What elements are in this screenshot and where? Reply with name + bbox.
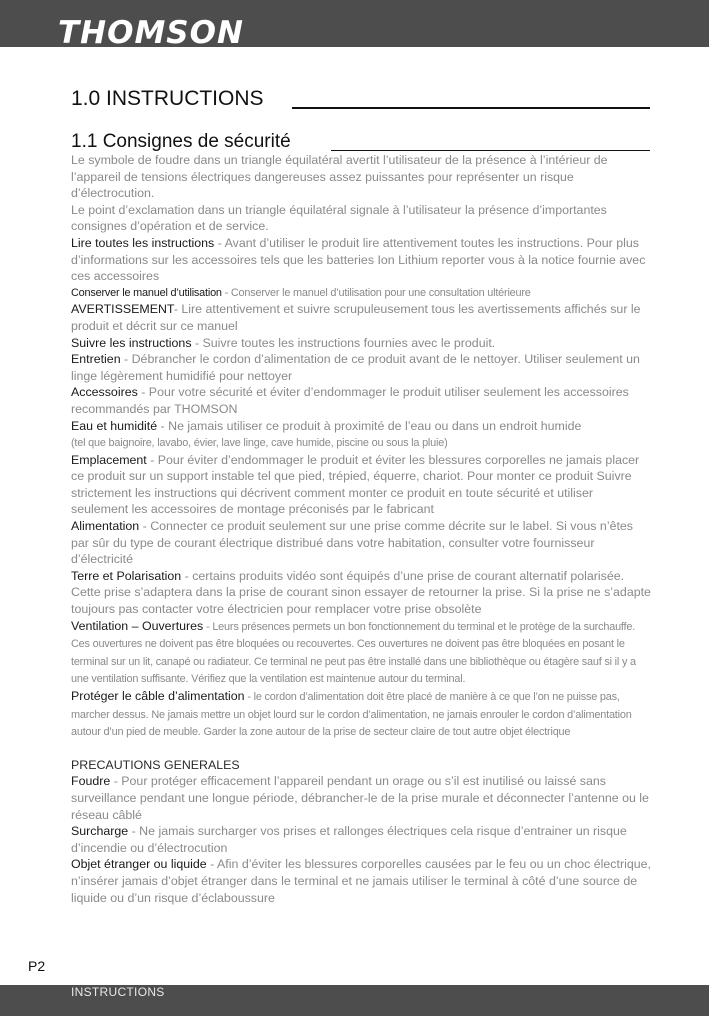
intro-paragraph: Le point d’exclamation dans un triangle équilatéral signale à l’utilisateur la présence d’importantes consignes d’opération et de service. (71, 202, 607, 234)
item-note: (tel que baignoire, lavabo, évier, lave linge, cave humide, piscine ou sous la pluie) (71, 437, 448, 450)
instruction-item (71, 351, 653, 384)
item-text: - Leurs présences permets un bon fonctionnement du terminal et le protège de la surchauffe. Ces ouvertures ne doivent pas être bloquées ou recouvertes. Ces ouvertures ne doivent pas être bloquées en posant le terminal sur un lit, canapé ou radiateur. Ce terminal ne peut pas être installé dans une bibliothèque ou étagère sauf si il y a une ventilation suffisante. Vérifiez que la ventilation est maintenue autour du terminal. (71, 620, 636, 686)
item-term: Objet étranger ou liquide (71, 857, 207, 872)
item-term: Surcharge (71, 824, 129, 839)
item-text: - certains produits vidéo sont équipés d’une prise de courant alternatif polarisée. Cette prise s’adaptera dans la prise de courant sinon essayer de retourner la prise. Si la prise ne s’adapte toujours pas contacter votre électricien pour remplacer votre prise obsolète (71, 568, 651, 617)
item-text: - le cordon d’alimentation doit être placé de manière à ce que l’on ne puisse pas, marcher dessus. Ne jamais mettre un objet lourd sur le cordon d’alimentation, ne jamais enrouler le cordon d’alimentation autour d’un pied de meuble. Garder la zone autour de la prise de secteur claire de tout autre objet électrique (71, 691, 632, 739)
header-bar (0, 0, 709, 51)
title-rule (292, 107, 650, 109)
item-term: Emplacement (71, 452, 147, 467)
item-text: - Afin d’éviter les blessures corporelles causées par le feu ou un choc électrique, n’insérer jamais d’objet étranger dans le terminal et ne jamais utiliser le terminal à côté d’une source de liquide ou d’un risque d’éclaboussure (71, 857, 651, 905)
instruction-item (71, 301, 653, 334)
page-number: P2 (28, 958, 46, 974)
item-term: Terre et Polarisation (71, 568, 182, 583)
item-term: Lire toutes les instructions (71, 235, 215, 250)
instruction-item (71, 235, 653, 285)
instruction-item (71, 688, 653, 741)
section-rule (331, 150, 650, 151)
instruction-item (71, 384, 653, 417)
item-term: Protéger le câble d’alimentation (71, 689, 245, 703)
precaution-item (71, 823, 653, 856)
instruction-item (71, 568, 653, 618)
item-text: - Ne jamais surcharger vos prises et rallonges électriques cela risque d’entrainer un risque d’incendie ou d’électrocution (71, 824, 627, 855)
item-text: - Débrancher le cordon d’alimentation de ce produit avant de le nettoyer. Utiliser seulement un linge légèrement humidifié pour nettoyer (71, 352, 640, 383)
footer-label: INSTRUCTIONS (71, 985, 165, 999)
precautions-title: PRECAUTIONS GENERALES (71, 757, 240, 772)
item-text: - Lire attentivement et suivre scrupuleusement tous les avertissements affichés sur le produit et décrit sur ce manuel (71, 302, 641, 333)
body-text (71, 152, 653, 906)
item-term: Ventilation – Ouvertures (71, 618, 204, 633)
instruction-item (71, 518, 653, 568)
intro-paragraph: Le symbole de foudre dans un triangle équilatéral avertit l’utilisateur de la présence à l’intérieur de l’appareil de tensions électriques dangereuses assez puissantes pour représenter un risque d’électrocution. (71, 153, 608, 201)
item-text: - Suivre toutes les instructions fournies avec le produit. (191, 335, 496, 350)
page-title: 1.0 INSTRUCTIONS (71, 87, 264, 110)
item-text: - Pour éviter d’endommager le produit et éviter les blessures corporelles ne jamais placer ce produit sur un support instable tel que pied, trépied, équerre, chariot. Pour monter ce produit Suivre strictement les instructions qui décrivent comment monter ce produit en toute sécurité et utiliser seulement les accessoires de montage préconisés par le fabricant (71, 452, 640, 517)
instruction-item (71, 418, 653, 452)
item-term: Alimentation (71, 519, 140, 534)
item-term: Conserver le manuel d’utilisation (71, 286, 222, 299)
item-term: AVERTISSEMENT (71, 302, 174, 317)
item-term: Entretien (71, 352, 121, 367)
item-term: Eau et humidité (71, 418, 158, 433)
instruction-item (71, 335, 653, 352)
brand-logo: THOMSON (58, 15, 244, 51)
instruction-item (71, 452, 653, 518)
item-text: - Conserver le manuel d’utilisation pour une consultation ultérieure (221, 286, 531, 299)
item-text: - Avant d’utiliser le produit lire attentivement toutes les instructions. Pour plus d’informations sur les accessoires tels que les batteries Ion Lithium reporter vous à la notice fournie avec ces accessoires (71, 235, 646, 284)
item-term: Suivre les instructions (71, 335, 192, 350)
item-text: - Pour votre sécurité et éviter d’endommager le produit utiliser seulement les accessoires recommandés par THOMSON (71, 385, 629, 416)
spacer (71, 741, 653, 757)
instruction-item (71, 285, 653, 302)
item-text: - Connecter ce produit seulement sur une prise comme décrite sur le label. Si vous n’êtes par sûr du type de courant électrique distribué dans votre habitation, consulter votre fournisseur d’électricité (71, 519, 633, 567)
precaution-item (71, 856, 653, 906)
section-title: 1.1 Consignes de sécurité (71, 131, 291, 152)
item-text: - Ne jamais utiliser ce produit à proximité de l’eau ou dans un endroit humide (157, 418, 582, 433)
item-text: - Pour protéger efficacement l’appareil pendant un orage ou s’il est inutilisé ou laissé sans surveillance pendant une longue période, débrancher-le de la prise murale et déconnecter l’antenne ou le réseau câblé (71, 774, 649, 822)
precaution-item (71, 773, 653, 823)
instruction-item (71, 618, 653, 688)
item-term: Foudre (71, 774, 111, 789)
item-term: Accessoires (71, 385, 138, 400)
